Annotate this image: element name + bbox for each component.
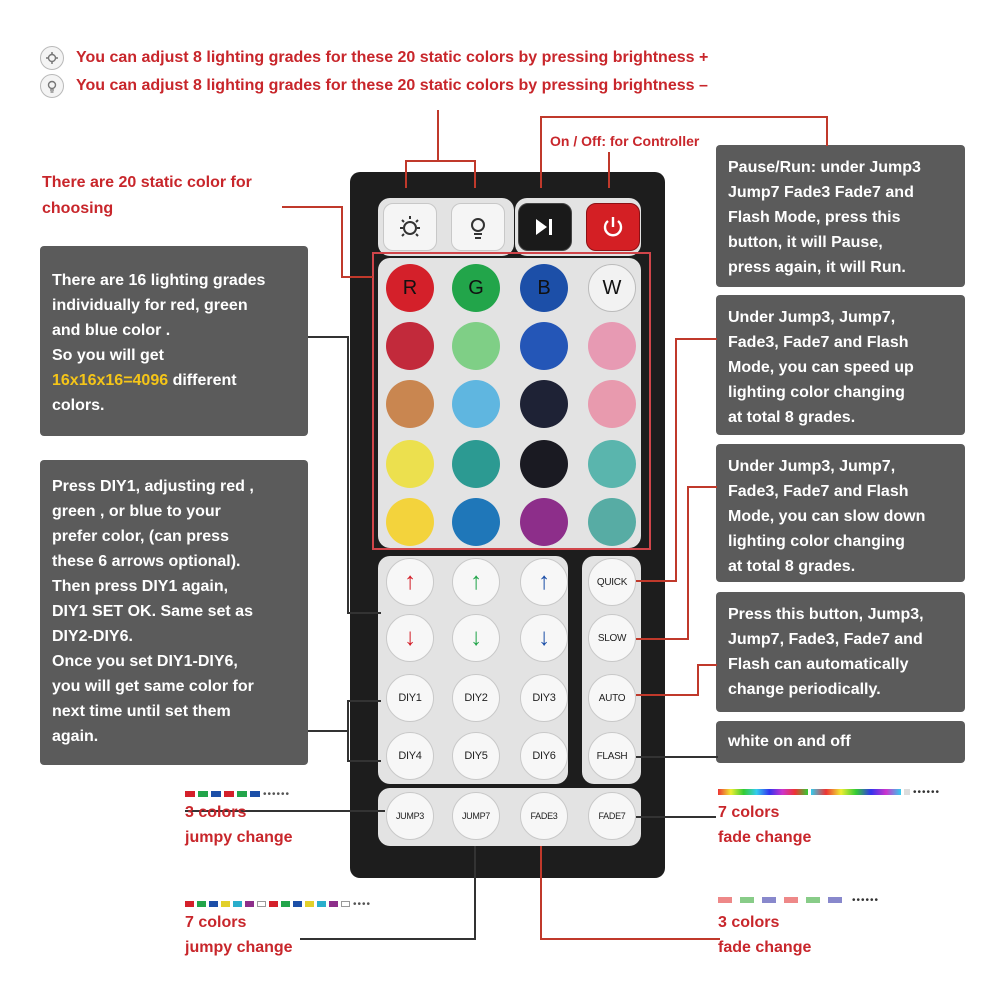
connector-line	[636, 756, 718, 758]
connector-line	[687, 486, 689, 640]
diy-line: DIY1 SET OK. Same set as	[52, 603, 253, 620]
pause-line: Jump7 Fade3 Fade7 and	[728, 184, 914, 201]
brightness-down-icon	[465, 214, 491, 240]
connector-line	[347, 760, 381, 762]
quick-line: lighting color changing	[728, 384, 905, 401]
grades-text: different	[168, 372, 237, 389]
pause-run-box	[716, 145, 965, 287]
blue-down-button[interactable]	[520, 614, 568, 662]
brightness-down-button[interactable]	[451, 203, 505, 251]
jump3-label: JUMP3	[395, 811, 424, 821]
quick-line: at total 8 grades.	[728, 409, 856, 426]
diy-line: you will get same color for	[52, 678, 254, 695]
static-colors-line2: choosing	[42, 200, 114, 217]
arrow-up-icon: ↑	[470, 568, 482, 595]
pause-line: press again, it will Run.	[728, 259, 906, 276]
diy4-button[interactable]	[386, 732, 434, 780]
connector-line	[474, 846, 476, 940]
slow-line: Fade3, Fade7 and Flash	[728, 483, 909, 500]
connector-line	[540, 846, 542, 940]
power-icon	[600, 214, 626, 240]
quick-button[interactable]	[588, 558, 636, 606]
fade7-label: FADE7	[598, 811, 626, 821]
connector-line	[636, 694, 698, 696]
auto-line: Jump7, Fade3, Fade7 and	[728, 631, 923, 648]
flash-line: white on and off	[728, 733, 851, 750]
pause-line: button, it will Pause,	[728, 234, 883, 251]
diy2-label: DIY2	[464, 692, 488, 704]
diy5-button[interactable]	[452, 732, 500, 780]
grades-line	[52, 368, 296, 393]
diy2-button[interactable]	[452, 674, 500, 722]
total-colors-highlight: 16x16x16=4096	[52, 372, 169, 389]
flash-box	[716, 721, 965, 763]
quick-box	[716, 295, 965, 435]
connector-line	[341, 276, 373, 278]
diy-line: DIY2-DIY6.	[52, 628, 133, 645]
connector-line	[687, 486, 717, 488]
brightness-up-icon	[397, 214, 423, 240]
power-button[interactable]	[586, 203, 640, 251]
slow-box	[716, 444, 965, 582]
connector-line	[636, 638, 688, 640]
quick-line: Fade3, Fade7 and Flash	[728, 334, 909, 351]
fade3-caption	[718, 910, 811, 960]
caption-line: 7 colors	[718, 804, 780, 821]
arrow-up-icon: ↑	[538, 568, 550, 595]
arrow-down-icon: ↓	[470, 624, 482, 651]
quick-label: QUICK	[596, 576, 628, 588]
on-off-label: On / Off: for Controller	[550, 133, 700, 149]
caption-line: fade change	[718, 939, 812, 956]
jump7-swatches: ••••	[185, 900, 371, 908]
diy-line: these 6 arrows optional).	[52, 553, 241, 570]
pause-line: Flash Mode, press this	[728, 209, 901, 226]
connector-line	[347, 336, 349, 614]
diy5-label: DIY5	[464, 750, 488, 762]
slow-button[interactable]	[588, 614, 636, 662]
auto-box	[716, 592, 965, 712]
quick-line: Mode, you can speed up	[728, 359, 914, 376]
grades-line: So you will get	[52, 347, 165, 364]
slow-line: at total 8 grades.	[728, 558, 856, 575]
red-up-button[interactable]	[386, 558, 434, 606]
connector-line	[540, 116, 828, 118]
green-up-button[interactable]	[452, 558, 500, 606]
connector-line	[405, 160, 475, 162]
brightness-down-note	[40, 74, 708, 98]
auto-line: change periodically.	[728, 681, 881, 698]
diy1-label: DIY1	[398, 692, 422, 704]
pause-line: Pause/Run: under Jump3	[728, 159, 921, 176]
connector-line	[347, 612, 381, 614]
grades-line: and blue color .	[52, 322, 171, 339]
slow-line: Under Jump3, Jump7,	[728, 458, 896, 475]
brightness-down-text: You can adjust 8 lighting grades for these 20 static colors by pressing brightness –	[76, 77, 708, 94]
diy-line: again.	[52, 728, 99, 745]
blue-label: B	[537, 276, 551, 299]
fade7-swatches: ••••••	[718, 788, 940, 796]
diy-line: Press DIY1, adjusting red ,	[52, 478, 254, 495]
connector-line	[308, 730, 348, 732]
color-grades-box	[40, 246, 308, 436]
static-colors-line1: There are 20 static color for	[42, 174, 252, 191]
slow-line: lighting color changing	[728, 533, 905, 550]
green-label: G	[468, 276, 484, 299]
jump3-swatches: ••••••	[185, 790, 290, 798]
connector-line	[405, 160, 407, 188]
play-pause-icon	[532, 216, 558, 238]
brightness-down-icon	[40, 74, 64, 98]
auto-button[interactable]	[588, 674, 636, 722]
caption-line: fade change	[718, 829, 812, 846]
diy-line: Then press DIY1 again,	[52, 578, 229, 595]
diy-line: next time until set them	[52, 703, 231, 720]
quick-line: Under Jump3, Jump7,	[728, 309, 896, 326]
connector-line	[636, 580, 676, 582]
diy3-button[interactable]	[520, 674, 568, 722]
connector-line	[675, 338, 677, 582]
brightness-up-icon	[40, 46, 64, 70]
connector-line	[675, 338, 717, 340]
grades-line: colors.	[52, 397, 105, 414]
arrow-down-icon: ↓	[404, 624, 416, 651]
slow-line: Mode, you can slow down	[728, 508, 926, 525]
red-down-button[interactable]	[386, 614, 434, 662]
connector-line	[697, 664, 699, 696]
diy-line: green , or blue to your	[52, 503, 221, 520]
slow-label: SLOW	[597, 632, 627, 644]
connector-line	[300, 938, 476, 940]
diy6-button[interactable]	[520, 732, 568, 780]
brightness-up-button[interactable]	[383, 203, 437, 251]
auto-line: Flash can automatically	[728, 656, 909, 673]
jump3-caption	[185, 800, 293, 850]
flash-button[interactable]	[588, 732, 636, 780]
diy6-label: DIY6	[532, 750, 556, 762]
diy-line: prefer color, (can press	[52, 528, 229, 545]
jump7-button[interactable]	[452, 792, 500, 840]
blue-up-button[interactable]	[520, 558, 568, 606]
connector-line	[347, 700, 349, 762]
diy1-button[interactable]	[386, 674, 434, 722]
connector-line	[826, 116, 828, 146]
connector-line	[308, 336, 348, 338]
color-grid-highlight	[372, 252, 651, 550]
grades-line: individually for red, green	[52, 297, 248, 314]
connector-line	[347, 700, 381, 702]
play-pause-button[interactable]	[518, 203, 572, 251]
connector-line	[636, 816, 716, 818]
fade3-label: FADE3	[530, 811, 558, 821]
diy3-label: DIY3	[532, 692, 556, 704]
brightness-up-note	[40, 46, 708, 70]
connector-line	[608, 152, 610, 188]
caption-line: 3 colors	[185, 804, 247, 821]
white-label: W	[602, 276, 622, 299]
caption-line: jumpy change	[185, 829, 293, 846]
diy-line: Once you set DIY1-DIY6,	[52, 653, 238, 670]
diy-instructions-box	[40, 460, 308, 765]
connector-line	[540, 116, 542, 188]
fade7-button[interactable]	[588, 792, 636, 840]
connector-line	[540, 938, 720, 940]
diy4-label: DIY4	[398, 750, 422, 762]
caption-line: 7 colors	[185, 914, 247, 931]
jump7-caption	[185, 910, 293, 960]
red-label: R	[402, 276, 418, 299]
fade3-button[interactable]	[520, 792, 568, 840]
connector-line	[474, 160, 476, 188]
green-down-button[interactable]	[452, 614, 500, 662]
jump3-button[interactable]	[386, 792, 434, 840]
caption-line: 3 colors	[718, 914, 780, 931]
caption-line: jumpy change	[185, 939, 293, 956]
static-colors-label	[42, 170, 252, 222]
brightness-up-text: You can adjust 8 lighting grades for these 20 static colors by pressing brightness +	[76, 49, 709, 66]
fade7-caption	[718, 800, 811, 850]
arrow-down-icon: ↓	[538, 624, 550, 651]
grades-line: There are 16 lighting grades	[52, 272, 266, 289]
auto-label: AUTO	[598, 692, 626, 704]
connector-line	[697, 664, 717, 666]
connector-line	[282, 206, 342, 208]
connector-line	[341, 206, 343, 278]
arrow-up-icon: ↑	[404, 568, 416, 595]
jump7-label: JUMP7	[461, 811, 490, 821]
flash-label: FLASH	[596, 750, 628, 762]
fade3-swatches: ••••••	[718, 896, 879, 904]
connector-line	[437, 110, 439, 160]
auto-line: Press this button, Jump3,	[728, 606, 924, 623]
